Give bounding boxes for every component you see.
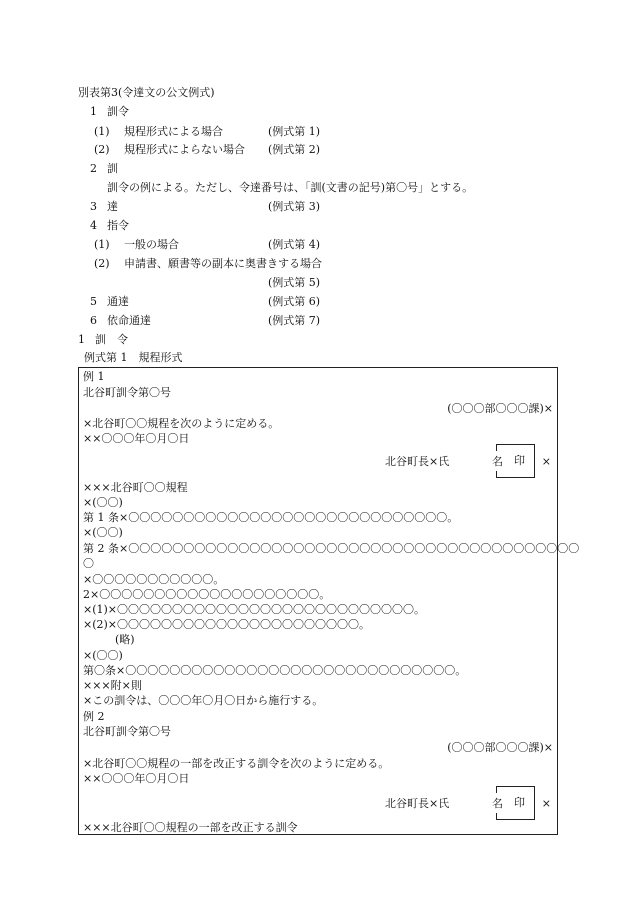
toc-number: 5 [90, 295, 97, 308]
toc-form-ref: (例式第 6) [268, 295, 321, 308]
seal-x-mark: × [541, 455, 551, 468]
rule-title: ×××北谷町〇〇規程 [83, 481, 188, 494]
toc-number: 3 [90, 200, 97, 213]
toc-subitem-label: 申請書、願書等の副本に奥書きする場合 [124, 257, 322, 270]
toc-item-label: 達 [107, 200, 118, 213]
toc-form-ref: (例式第 4) [268, 238, 321, 251]
department-line: (〇〇〇部〇〇〇課)× [447, 741, 553, 754]
mayor-signature: 北谷町長×氏 [385, 797, 450, 810]
toc-form-ref: (例式第 7) [268, 314, 321, 327]
section-title: 訓 令 [95, 333, 128, 346]
toc-number: 4 [90, 219, 97, 232]
seal-corner-mark [496, 787, 497, 793]
article-line: 第〇条×〇〇〇〇〇〇〇〇〇〇〇〇〇〇〇〇〇〇〇〇〇〇〇〇〇〇〇〇〇〇。 [83, 664, 467, 677]
toc-note: 訓令の例による。ただし、令達番号は、「訓(文書の記号)第〇号」とする。 [107, 181, 474, 194]
toc-subnumber: (2) [94, 143, 110, 156]
toc-form-ref: (例式第 1) [268, 125, 321, 138]
form-title: 例式第 1 規程形式 [84, 351, 183, 364]
example-form-box [78, 367, 580, 835]
toc-subnumber: (2) [94, 257, 110, 270]
document-heading: 別表第3(令達文の公文例式) [78, 86, 215, 99]
toc-item-label: 通達 [107, 295, 129, 308]
issue-date: ××〇〇〇年〇月〇日 [83, 432, 190, 445]
seal-in-char: 印 [514, 796, 525, 809]
toc-item-label: 依命通達 [107, 314, 151, 327]
toc-item-label: 指令 [107, 219, 129, 232]
example-label: 例 1 [83, 370, 105, 383]
seal-in-char: 印 [514, 454, 525, 467]
item-line: ×(2)×〇〇〇〇〇〇〇〇〇〇〇〇〇〇〇〇〇〇〇〇〇〇。 [83, 618, 371, 631]
toc-number: 6 [90, 314, 97, 327]
toc-subitem-label: 規程形式による場合 [124, 125, 223, 138]
toc-subnumber: (1) [94, 238, 110, 251]
seal-x-mark: × [541, 797, 551, 810]
article-caption: ×(〇〇) [83, 496, 123, 509]
omission-note: (略) [115, 633, 135, 646]
section-number: 1 [78, 333, 85, 346]
toc-item-label: 訓 [107, 162, 118, 175]
seal-corner-mark [496, 813, 497, 819]
seal-corner-mark [496, 471, 497, 477]
toc-item-label: 訓令 [107, 105, 129, 118]
seal-box [496, 444, 535, 478]
enactment-intro: ×北谷町〇〇規程の一部を改正する訓令を次のように定める。 [83, 757, 390, 770]
toc-subitem-label: 規程形式によらない場合 [124, 143, 245, 156]
toc-number: 1 [90, 105, 97, 118]
article-continuation: 〇 [83, 557, 94, 570]
effective-date-line: ×この訓令は、〇〇〇年〇月〇日から施行する。 [83, 694, 324, 707]
toc-form-ref: (例式第 5) [268, 276, 321, 289]
department-line: (〇〇〇部〇〇〇課)× [447, 402, 553, 415]
article-continuation: ×〇〇〇〇〇〇〇〇〇〇〇。 [83, 573, 225, 586]
paragraph-line: 2×〇〇〇〇〇〇〇〇〇〇〇〇〇〇〇〇〇〇〇〇。 [83, 588, 331, 601]
toc-number: 2 [90, 162, 97, 175]
order-number: 北谷町訓令第〇号 [83, 725, 171, 738]
item-line: ×(1)×〇〇〇〇〇〇〇〇〇〇〇〇〇〇〇〇〇〇〇〇〇〇〇〇〇〇〇。 [83, 603, 426, 616]
seal-corner-mark [496, 445, 497, 451]
toc-form-ref: (例式第 3) [268, 200, 321, 213]
article-line: 第 1 条×〇〇〇〇〇〇〇〇〇〇〇〇〇〇〇〇〇〇〇〇〇〇〇〇〇〇〇〇〇。 [83, 511, 459, 524]
issue-date: ××〇〇〇年〇月〇日 [83, 772, 190, 785]
enactment-intro: ×北谷町〇〇規程を次のように定める。 [83, 417, 280, 430]
rule-title: ×××北谷町〇〇規程の一部を改正する訓令 [83, 821, 298, 834]
order-number: 北谷町訓令第〇号 [83, 386, 171, 399]
article-caption: ×(〇〇) [83, 526, 123, 539]
supplementary-provisions: ×××附×則 [83, 679, 142, 692]
seal-name-char: 名 [492, 455, 503, 468]
mayor-signature: 北谷町長×氏 [385, 455, 450, 468]
toc-subitem-label: 一般の場合 [124, 238, 179, 251]
toc-form-ref: (例式第 2) [268, 143, 321, 156]
article-line: 第 2 条×〇〇〇〇〇〇〇〇〇〇〇〇〇〇〇〇〇〇〇〇〇〇〇〇〇〇〇〇〇〇〇〇〇〇〇〇〇〇〇〇〇 [83, 542, 580, 555]
article-caption: ×(〇〇) [83, 649, 123, 662]
seal-name-char: 名 [492, 797, 503, 810]
example-label: 例 2 [83, 710, 105, 723]
seal-box [496, 786, 535, 820]
toc-subnumber: (1) [94, 125, 110, 138]
